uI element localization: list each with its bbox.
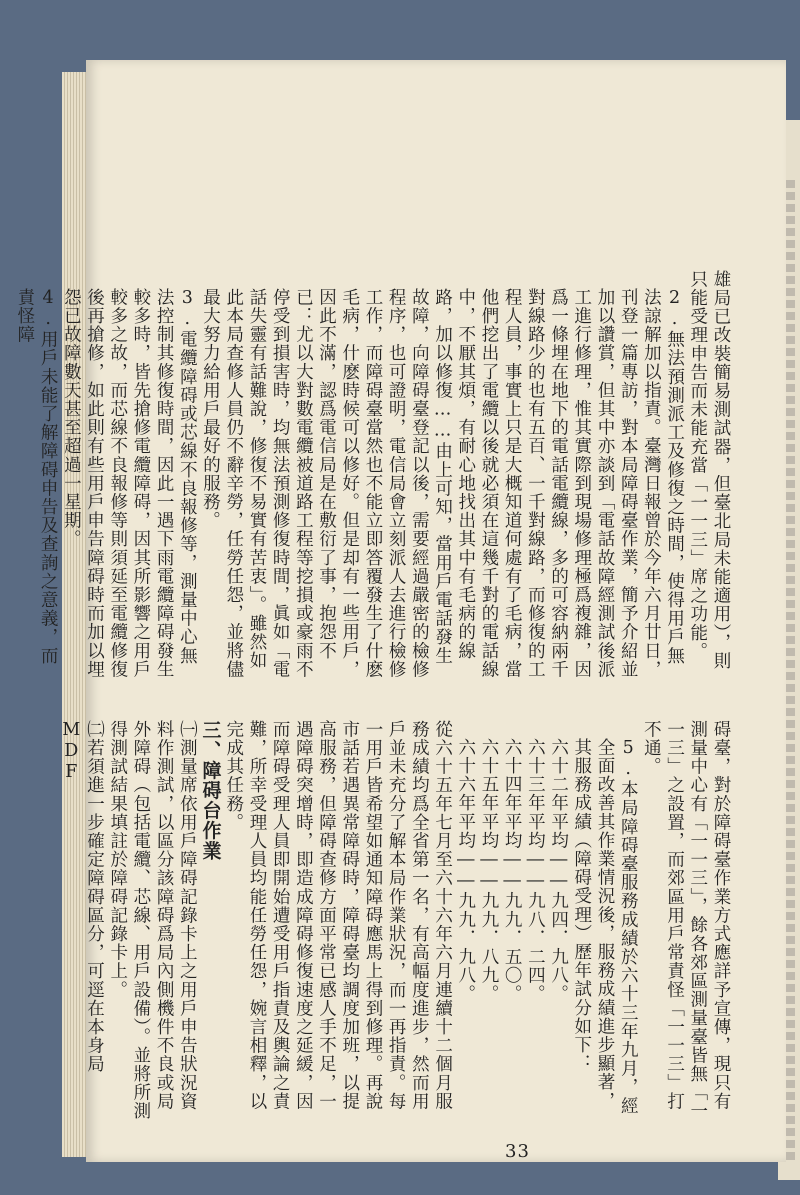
paragraph-point-2: 2.無法預測派工及修復之時間，使得用戶無法諒解加以指責。臺灣日報曾於今年六月廿日，刊登一篇專訪，對本局障碍臺作業，簡予介紹並加以讚賞，但其中亦談到「電話故障經測試後派工進行修理，惟其實際到現場修理極爲複雜，因爲一條埋在地下的電話電纜線，多的可容納兩千對線路少的也有五百、一千對線路，而修復的工程人員，事實上只是大概知道何處有了毛病，當他們挖出了電纜以後就必須在這幾千對的電話線中，不厭其煩，有耐心地找出其中有毛病的線路，加以修復……由上可知，當用戶電話發生故障，向障碍臺登記以後，需要經過嚴密的檢修程序，也可證明，電信局會立刻派人去進行檢修工作，而障碍臺當然也不能立即答覆發生了什麽毛病，什麽時候可以修好。但是却有一些用戶，因此不滿，認爲電信局是在敷衍了事，抱怨不已：尤以大對數電纜被道路工程等挖損或豪雨不停受到損害時，均無法預測修復時間，眞如「電話失靈有話難說，修復不易實有苦衷」。雖然如此本局查修人員仍不辭辛勞，任勞任怨，並將儘最大努力給用戶最好的服務。 — [200, 288, 685, 679]
paragraph-continued: 雄局已改裝簡易測試器，但臺北局未能適用），則只能受理申告而未能充當「一一三」席之功能。 — [687, 270, 731, 671]
stat-row-65: 六十五年平均――九九．八九。 — [478, 738, 499, 1004]
paragraph-service-record: 從六十五年七月至六十六年六月連續十二個月服務成績均爲全省第一名，有高幅度進步，然而用戶並未充分了解本局作業狀況，而一再指責。每一用戶皆希望如通知障碍應馬上得到修理。再說市話若遇異常障碍時，障碍臺均調度加班，以提高服務，但障碍查修方面平常已感人手不足，一遇障碍突增時，即造成障碍修復速度之延緩，因而障碍受理人員即開始遭受用戶指責及輿論之責難，所幸受理人員均能任勞任怨，婉言相釋，以完成其任務。 — [223, 720, 453, 1111]
next-page-text-bleed — [785, 180, 795, 1160]
upper-text-block — [13, 270, 732, 680]
stat-row-62: 六十二年平均――九四．九八。 — [548, 738, 569, 1004]
stat-row-64: 六十四年平均――九九．五〇。 — [502, 738, 523, 1004]
paragraph-item-2: ㈡若須進一步確定障碍區分，可逕在本身局 MDF — [61, 720, 105, 1074]
section-heading: 三、障碍台作業 — [199, 720, 222, 861]
stat-row-66: 六十六年平均――九九．九八。 — [455, 738, 476, 1004]
page-number: 33 — [505, 1141, 530, 1162]
paragraph-item-1: ㈠測量席依用戶障碍記錄卡上之用戶申告狀況資料作測試，以區分該障碍爲局內側機件不良或局外障碍（包括電纜、芯線、用戶設備）。並將所測得測試結果填註於障碍記錄卡上。 — [107, 720, 198, 1121]
paragraph-point-3: 3.電纜障碍或芯線不良報修等，測量中心無法控制其修復時間，因此一遇下雨電纜障碍發生較多時，皆先搶修電纜障碍，因其所影響之用戶較多之故，而芯線不良報修等則須延至電纜修復後再搶修，如此則有些用戶申告障碍時而加以埋怨已故障數天甚至超過一星期。 — [61, 288, 198, 679]
paragraph-point-4: 4.用戶未能了解障碍申告及查詢之意義，而責怪障 — [14, 288, 59, 666]
lower-text-block — [59, 720, 732, 1128]
paragraph-point-5: 5.本局障碍臺服務成績於六十三年九月，經全面改善其作業情況後，服務成績進步顯著，其服務成績（障碍受理）歷年試分如下： — [571, 738, 639, 1116]
paragraph-continued-lower: 碍臺，對於障碍臺作業方式應詳予宣傳，現只有測量中心有「一一三」，餘各郊區測量臺皆無「一一三」之設置，而郊區用戶常責怪「一一三」打不通。 — [641, 720, 731, 1121]
book-page — [14, 60, 786, 1162]
stat-row-63: 六十三年平均――九八．二四。 — [525, 738, 546, 1004]
